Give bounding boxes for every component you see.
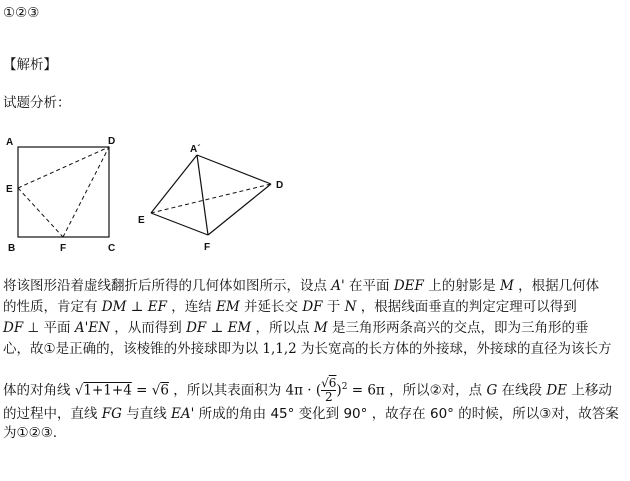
label-E: E [138, 215, 145, 226]
analysis-line-3: DF ⊥ 平面 A'EN ，从而得到 DF ⊥ EM ，所以点 M 是三角形两条高兴的交点，即为三角形的垂 [3, 320, 589, 336]
analysis-line-2: 的性质，肯定有 DM ⊥ EF ，连结 EM 并延长交 DF 于 N ，根据线面垂直的判定定理可以得到 [3, 299, 577, 315]
analysis-heading: 【解析】 [3, 57, 57, 73]
analysis-line-5: 体的对角线 √1+1+4 = √6 ，所以其表面积为 4π · ( $\frac{√6}{2}$ )$^2$ = 6π ，所以②对，点 G 在线段 DE 上移动 [3, 376, 612, 404]
edge-AD [197, 155, 271, 184]
edge-AE [151, 155, 197, 213]
label-A: A [6, 137, 14, 148]
figure-tetrahedron [135, 140, 295, 255]
label-D: D [276, 180, 284, 191]
fold-line-EF [18, 188, 63, 237]
sqrt-expression: √1+1+4 [74, 382, 132, 399]
fraction: $\frac{√6}{2}$ [321, 376, 337, 404]
label-E: E [6, 184, 13, 195]
fold-line-FD [63, 147, 109, 237]
label-B: B [8, 243, 16, 254]
analysis-line-1: 将该图形沿着虚线翻折后所得的几何体如图所示，设点 A' 在平面 DEF 上的射影是 M ，根据几何体 [3, 278, 600, 294]
edge-EF [151, 213, 208, 235]
analysis-line-7: 为①②③. [3, 425, 58, 441]
answer-line: ①②③ [3, 5, 40, 21]
fold-line-ED [18, 147, 109, 188]
label-F: F [204, 242, 211, 253]
label-A-prime: A´ [190, 144, 201, 155]
label-D: D [108, 136, 116, 147]
edge-AF [197, 155, 208, 235]
analysis-subheading: 试题分析： [3, 95, 71, 111]
figure-square [0, 130, 130, 255]
square-outline [18, 147, 109, 237]
analysis-line-4: 心，故①是正确的，该棱锥的外接球即为以 1,1,2 为长宽高的长方体的外接球，外接球的直径为该长方 [3, 341, 612, 357]
analysis-line-6: 的过程中，直线 FG 与直线 EA' 所成的角由 45° 变化到 90° ，故存在 60° 的时候，所以③对，故答案 [3, 406, 619, 422]
label-C: C [108, 243, 116, 254]
label-F: F [60, 243, 67, 254]
